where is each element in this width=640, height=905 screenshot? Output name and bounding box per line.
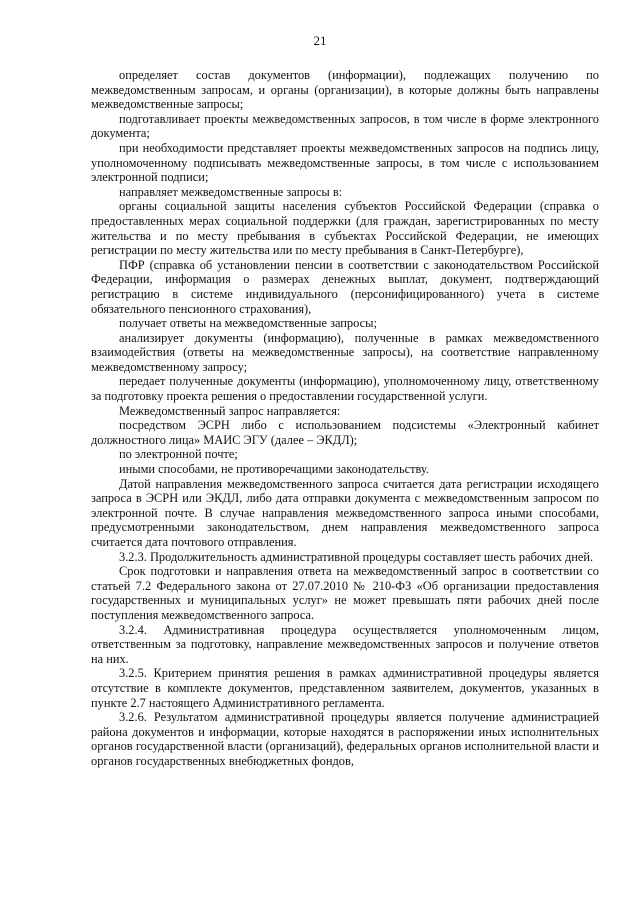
paragraph: по электронной почте; bbox=[119, 447, 238, 462]
paragraph: иными способами, не противоречащими законодательству. bbox=[119, 462, 429, 477]
paragraph: получает ответы на межведомственные запросы; bbox=[119, 316, 377, 331]
page-number: 21 bbox=[313, 33, 327, 48]
paragraph: Срок подготовки и направления ответа на межведомственный запрос в соответствии со статьей 7.2 Федерального закона от 27.07.2010 № 210-ФЗ «Об организации предоставления государственных и муниципальных услуг» не может превышать пяти рабочих дней после поступления межведомственного запроса. bbox=[91, 564, 599, 622]
paragraph: 3.2.5. Критерием принятия решения в рамках административной процедуры является отсутствие в комплекте документов, представленном заявителем, документов, указанных в пункте 2.7 настоящего Административного регламента. bbox=[91, 666, 599, 710]
paragraph: 3.2.6. Результатом административной процедуры является получение администрацией района документов и информации, которые находятся в распоряжении иных исполнительных органов государственной власти (организаций), федеральных органов исполнительной власти и органов государственных внебюджетных фондов, bbox=[91, 710, 599, 768]
paragraph: органы социальной защиты населения субъектов Российской Федерации (справка о предоставленных мерах социальной поддержки (для граждан, зарегистрированных по месту жительства и по месту пребывания в субъектах Российской Федерации, не имеющих регистрации по месту жительства или по месту пребывания в Санкт-Петербурге), bbox=[91, 199, 599, 258]
paragraph: ПФР (справка об установлении пенсии в соответствии с законодательством Российской Федерации, информация о размерах денежных выплат, документ, подтверждающий регистрацию в системе индивидуального (персонифицированного) учета в системе обязательного пенсионного страхования), bbox=[91, 257, 599, 316]
paragraph: Датой направления межведомственного запроса считается дата регистрации исходящего запроса в ЭСРН или ЭКДЛ, либо дата отправки документа с межведомственным запросом по электронной почте. В случае направления межведомственного запроса иными способами, предусмотренными законодательством, днем направления межведомственного запроса считается дата почтового отправления. bbox=[91, 476, 599, 549]
paragraph: анализирует документы (информацию), полученные в рамках межведомственного взаимодействия (ответы на межведомственные запросы), на соответствие направленному межведомственному запросу; bbox=[91, 330, 599, 374]
paragraph: определяет состав документов (информации), подлежащих получению по межведомственным запросам, и органы (организации), в которые должны быть направлены межведомственные запросы; bbox=[91, 68, 599, 112]
paragraph: посредством ЭСРН либо с использованием подсистемы «Электронный кабинет должностного лица» МАИС ЭГУ (далее – ЭКДЛ); bbox=[91, 418, 599, 447]
document-body bbox=[91, 68, 599, 769]
paragraph: при необходимости представляет проекты межведомственных запросов на подпись лицу, уполномоченному подписывать межведомственные запросы, в том числе с использованием электронной подписи; bbox=[91, 140, 599, 185]
paragraph: Межведомственный запрос направляется: bbox=[119, 403, 341, 418]
paragraph: направляет межведомственные запросы в: bbox=[119, 184, 343, 199]
paragraph: подготавливает проекты межведомственных запросов, в том числе в форме электронного документа; bbox=[91, 111, 599, 141]
paragraph: передает полученные документы (информацию), уполномоченному лицу, ответственному за подготовку проекта решения о предоставлении государственной услуги. bbox=[91, 374, 599, 404]
paragraph: 3.2.4. Административная процедура осуществляется уполномоченным лицом, ответственным за подготовку, направление межведомственных запросов и получение ответов на них. bbox=[91, 622, 599, 666]
paragraph: 3.2.3. Продолжительность административной процедуры составляет шесть рабочих дней. bbox=[119, 549, 594, 564]
